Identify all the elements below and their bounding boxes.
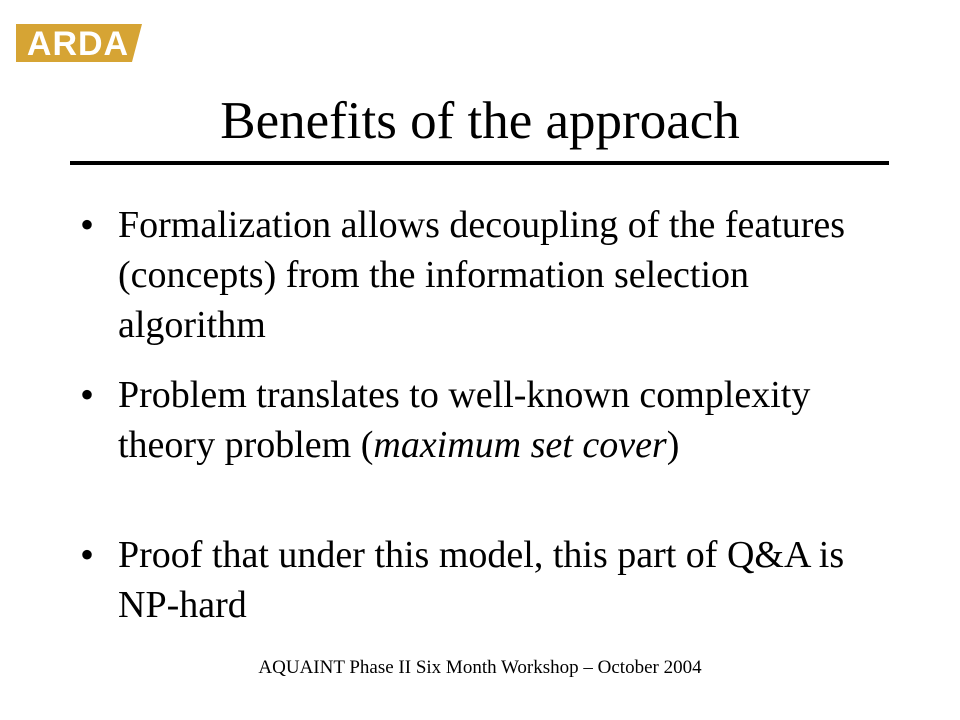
slide-footer: AQUAINT Phase II Six Month Workshop – October 2004 (258, 657, 702, 678)
bullet-marker: • (80, 532, 95, 577)
bullet-text-2 (118, 370, 860, 470)
bullet-text-2-start: Problem translates to well-known complexity theory problem ( (118, 374, 811, 466)
logo-text: ARDA (26, 25, 130, 63)
bullet-item-3 (80, 530, 860, 630)
bullet-text-3: Proof that under this model, this part of Q&A is NP-hard (118, 534, 845, 626)
bullet-marker: • (80, 372, 95, 417)
bullet-item-1 (80, 200, 860, 350)
bullet-text-2-italic: maximum set cover (373, 424, 667, 466)
arda-logo-graphic (14, 18, 144, 64)
arda-logo (14, 18, 144, 64)
bullet-text-2-end: ) (666, 424, 680, 466)
bullet-marker: • (80, 202, 95, 247)
slide-title: Benefits of the approach (220, 92, 740, 150)
bullet-item-2 (80, 370, 860, 470)
bullet-text-1: Formalization allows decoupling of the features (concepts) from the information selection algorithm (118, 204, 846, 346)
title-divider (70, 161, 889, 165)
